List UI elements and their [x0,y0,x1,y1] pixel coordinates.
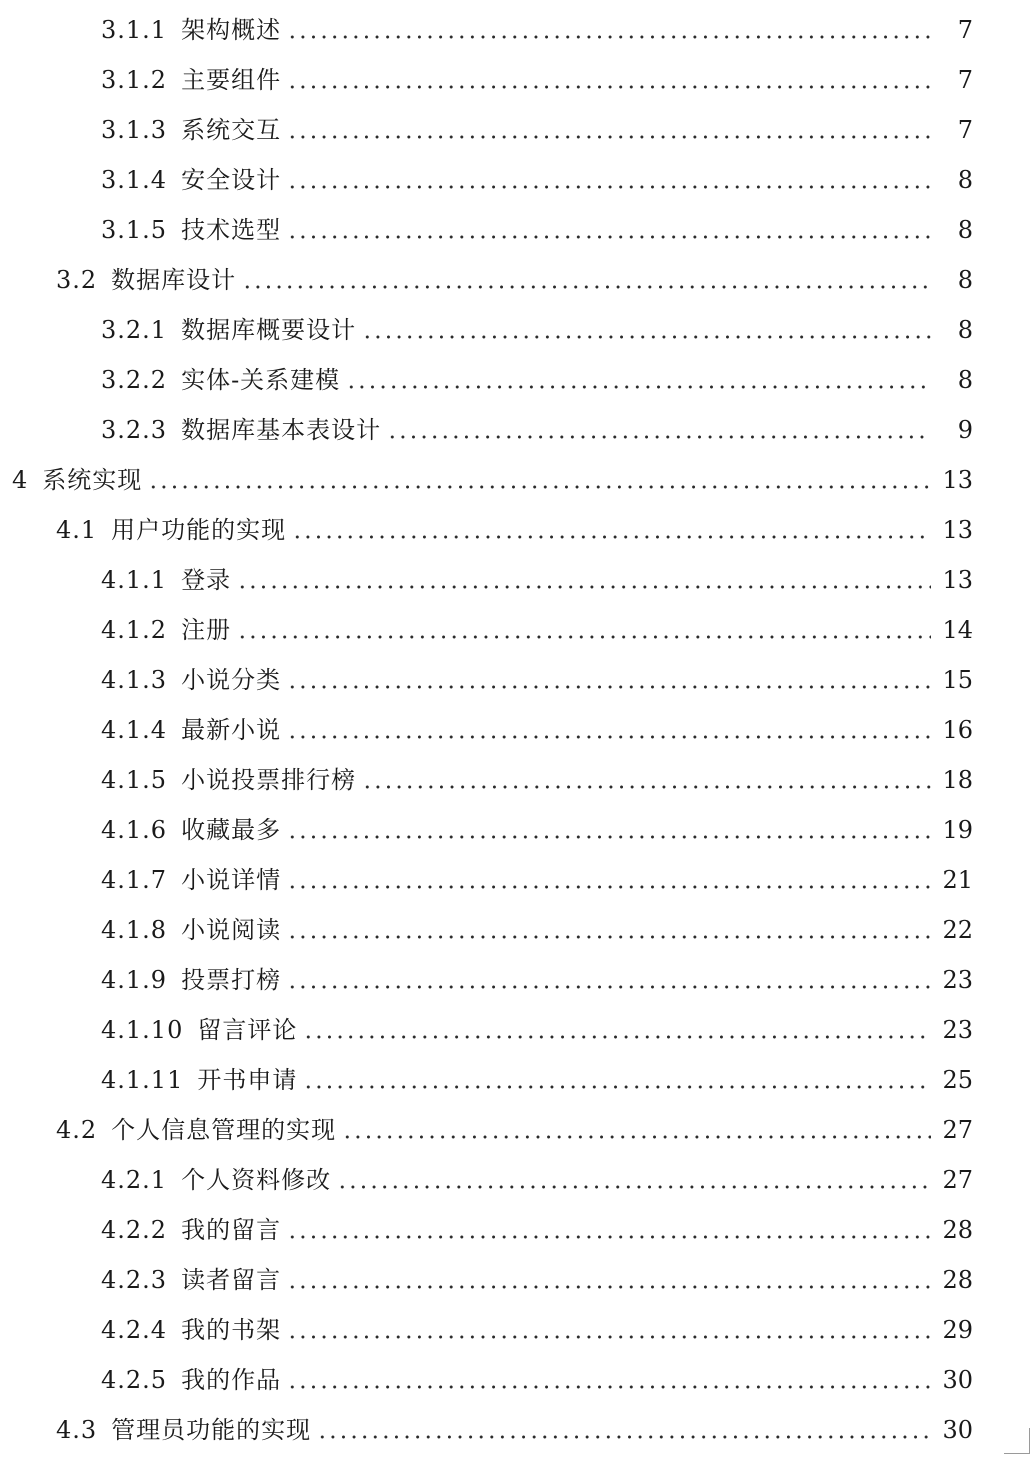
toc-dot-leader [242,285,931,289]
toc-dot-leader [287,735,931,739]
toc-entry-title: 数据库基本表设计 [181,416,382,444]
toc-entry-page-number: 9 [957,416,973,444]
toc-entry-number: 4.2.3 [101,1266,168,1294]
toc-entry-title: 登录 [181,566,232,594]
toc-entry[interactable] [0,705,1036,755]
toc-entry-page-number: 27 [942,1116,973,1144]
toc-entry-page-number: 25 [942,1066,973,1094]
toc-entry-number: 4.1.2 [101,616,168,644]
toc-entry-number: 4.1.5 [101,766,168,794]
toc-entry-title: 数据库概要设计 [181,316,357,344]
toc-dot-leader [287,1385,931,1389]
toc-dot-leader [287,685,931,689]
toc-dot-leader [237,635,931,639]
toc-entry-number: 4.1.3 [101,666,168,694]
toc-dot-leader [292,535,931,539]
toc-entry[interactable] [0,455,1036,505]
toc-entry-number: 4.1.6 [101,816,168,844]
toc-entry-number: 4.2 [56,1116,98,1144]
toc-entry-number: 3.2.3 [101,416,168,444]
toc-entry-title: 主要组件 [181,66,282,94]
toc-entry-title: 留言评论 [197,1016,298,1044]
toc-entry-page-number: 18 [942,766,973,794]
toc-entry[interactable] [0,1405,1036,1455]
toc-entry-page-number: 30 [942,1416,973,1444]
toc-entry[interactable] [0,655,1036,705]
toc-entry-title: 小说分类 [181,666,282,694]
toc-entry-number: 3.2.2 [101,366,168,394]
toc-entry-number: 4.2.5 [101,1366,168,1394]
toc-entry-number: 4.2.2 [101,1216,168,1244]
toc-entry-number: 4.1 [56,516,98,544]
toc-entry-title: 投票打榜 [181,966,282,994]
toc-entry[interactable] [0,1005,1036,1055]
toc-entry-number: 4.1.7 [101,866,168,894]
toc-entry-title: 我的书架 [181,1316,282,1344]
toc-dot-leader [287,1235,931,1239]
toc-entry-page-number: 8 [957,166,973,194]
toc-dot-leader [287,185,931,189]
toc-entry-title: 读者留言 [181,1266,282,1294]
toc-entry-number: 4.3 [56,1416,98,1444]
toc-dot-leader [387,435,931,439]
toc-entry-title: 系统交互 [181,116,282,144]
toc-dot-leader [287,235,931,239]
toc-entry-page-number: 28 [942,1266,973,1294]
toc-dot-leader [287,985,931,989]
toc-entry-page-number: 23 [942,966,973,994]
toc-entry-title: 安全设计 [181,166,282,194]
toc-entry[interactable] [0,205,1036,255]
toc-entry[interactable] [0,555,1036,605]
toc-entry[interactable] [0,1255,1036,1305]
toc-entry-page-number: 29 [942,1316,973,1344]
toc-entry[interactable] [0,405,1036,455]
toc-dot-leader [303,1035,931,1039]
toc-entry-page-number: 7 [957,116,973,144]
toc-entry-page-number: 13 [942,516,973,544]
toc-entry[interactable] [0,805,1036,855]
toc-dot-leader [287,85,931,89]
toc-entry-page-number: 14 [942,616,973,644]
toc-entry[interactable] [0,105,1036,155]
toc-entry-title: 小说详情 [181,866,282,894]
toc-dot-leader [237,585,931,589]
toc-entry-page-number: 7 [957,66,973,94]
toc-entry-number: 3.1.1 [101,16,168,44]
toc-dot-leader [287,1285,931,1289]
toc-dot-leader [287,35,931,39]
toc-entry[interactable] [0,955,1036,1005]
toc-entry-title: 我的留言 [181,1216,282,1244]
toc-entry-title: 我的作品 [181,1366,282,1394]
page-corner-marker [1004,1428,1030,1454]
toc-dot-leader [317,1435,931,1439]
toc-entry-title: 小说阅读 [181,916,282,944]
toc-entry-page-number: 30 [942,1366,973,1394]
toc-entry-page-number: 13 [942,466,973,494]
toc-dot-leader [362,785,931,789]
toc-dot-leader [342,1135,931,1139]
toc-entry-number: 4.1.4 [101,716,168,744]
toc-entry[interactable] [0,755,1036,805]
toc-entry-title: 技术选型 [181,216,282,244]
toc-entry-number: 3.2.1 [101,316,168,344]
toc-entry-title: 最新小说 [181,716,282,744]
toc-entry[interactable] [0,1305,1036,1355]
toc-dot-leader [148,485,931,489]
toc-entry[interactable] [0,1055,1036,1105]
toc-entry-title: 管理员功能的实现 [111,1416,312,1444]
toc-entry-title: 个人信息管理的实现 [111,1116,337,1144]
toc-entry-number: 4.1.1 [101,566,168,594]
toc-entry-page-number: 23 [942,1016,973,1044]
toc-entry[interactable] [0,1105,1036,1155]
toc-entry-page-number: 8 [957,366,973,394]
toc-entry[interactable] [0,55,1036,105]
toc-entry-title: 收藏最多 [181,816,282,844]
toc-dot-leader [303,1085,931,1089]
toc-entry-page-number: 13 [942,566,973,594]
toc-entry[interactable] [0,355,1036,405]
toc-entry-page-number: 7 [957,16,973,44]
toc-entry-number: 3.2 [56,266,98,294]
toc-entry[interactable] [0,905,1036,955]
toc-entry-title: 个人资料修改 [181,1166,332,1194]
toc-dot-leader [287,885,931,889]
toc-entry-number: 4.2.4 [101,1316,168,1344]
toc-entry-page-number: 28 [942,1216,973,1244]
toc-entry-page-number: 8 [957,266,973,294]
toc-entry[interactable] [0,505,1036,555]
toc-entry-title: 架构概述 [181,16,282,44]
toc-dot-leader [337,1185,931,1189]
toc-entry-number: 3.1.3 [101,116,168,144]
toc-entry-page-number: 8 [957,316,973,344]
toc-entry-title: 小说投票排行榜 [181,766,357,794]
toc-entry-page-number: 27 [942,1166,973,1194]
toc-dot-leader [287,835,931,839]
toc-entry-number: 4.1.11 [101,1066,184,1094]
toc-entry-page-number: 22 [942,916,973,944]
toc-entry[interactable] [0,1355,1036,1405]
toc-entry-title: 用户功能的实现 [111,516,287,544]
toc-entry-number: 4.1.8 [101,916,168,944]
toc-entry-page-number: 8 [957,216,973,244]
toc-entry-title: 数据库设计 [111,266,237,294]
toc-entry-number: 4.1.10 [101,1016,184,1044]
toc-entry-number: 4 [12,466,29,494]
toc-entry[interactable] [0,5,1036,55]
toc-entry[interactable] [0,855,1036,905]
toc-dot-leader [287,135,931,139]
toc-entry-page-number: 15 [942,666,973,694]
toc-entry-page-number: 21 [942,866,973,894]
toc-entry-title: 注册 [181,616,232,644]
toc-entry-page-number: 19 [942,816,973,844]
toc-dot-leader [362,335,931,339]
toc-entry-page-number: 16 [942,716,973,744]
toc-entry-number: 3.1.5 [101,216,168,244]
toc-dot-leader [287,935,931,939]
toc-entry-number: 3.1.4 [101,166,168,194]
table-of-contents [0,5,1036,1455]
toc-entry[interactable] [0,255,1036,305]
toc-dot-leader [287,1335,931,1339]
toc-entry-number: 4.1.9 [101,966,168,994]
toc-entry-title: 系统实现 [42,466,143,494]
toc-entry-number: 3.1.2 [101,66,168,94]
toc-entry-title: 实体-关系建模 [181,366,341,394]
toc-entry[interactable] [0,1155,1036,1205]
toc-entry[interactable] [0,605,1036,655]
toc-entry-number: 4.2.1 [101,1166,168,1194]
toc-entry[interactable] [0,1205,1036,1255]
toc-entry[interactable] [0,305,1036,355]
toc-entry-title: 开书申请 [197,1066,298,1094]
toc-entry[interactable] [0,155,1036,205]
toc-dot-leader [346,385,931,389]
